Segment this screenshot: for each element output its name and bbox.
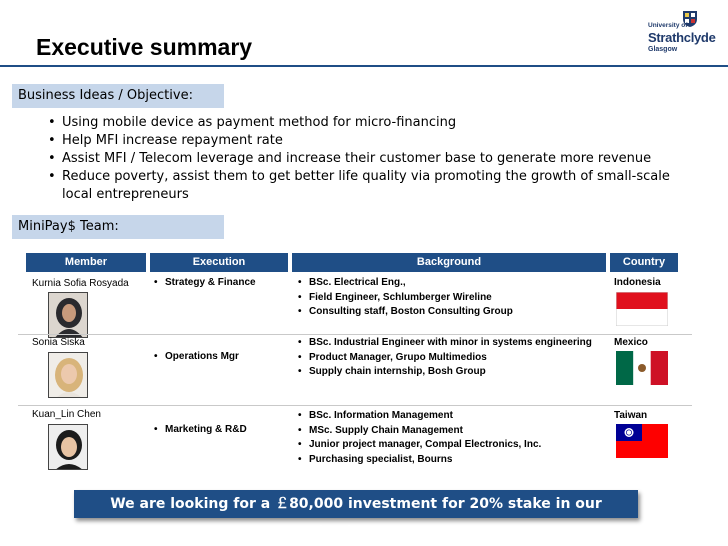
- background-item: • BSc. Electrical Eng.,: [298, 276, 606, 291]
- background-item: • Consulting staff, Boston Consulting Group: [298, 305, 606, 320]
- member-photo: [48, 352, 88, 398]
- execution-cell: [154, 276, 256, 291]
- background-item: • Field Engineer, Schlumberger Wireline: [298, 291, 606, 306]
- business-section-header: Business Ideas / Objective:: [12, 84, 224, 108]
- background-item: • BSc. Industrial Engineer with minor in systems engineering: [298, 336, 598, 351]
- business-bullets: [48, 114, 688, 204]
- background-item: • Product Manager, Grupo Multimedios: [298, 351, 598, 366]
- page-title: Executive summary: [36, 34, 253, 60]
- background-item: • Purchasing specialist, Bourns: [298, 453, 606, 468]
- country-name: Mexico: [614, 337, 648, 348]
- background-item: • BSc. Information Management: [298, 409, 606, 424]
- mexico-flag-icon: [616, 351, 668, 385]
- row-divider: [18, 334, 692, 335]
- member-photo-image: [49, 353, 88, 398]
- member-photo: [48, 292, 88, 338]
- background-item: • Supply chain internship, Bosh Group: [298, 365, 598, 380]
- column-header-member: Member: [26, 253, 146, 272]
- title-rule: [0, 65, 728, 67]
- university-logo: [648, 10, 724, 56]
- country-name: Taiwan: [614, 410, 648, 421]
- execution-role: • Operations Mgr: [154, 350, 239, 365]
- business-bullet: • Reduce poverty, assist them to get better life quality via promoting the growth of small-scale local entrepreneurs: [48, 168, 688, 204]
- execution-cell: [154, 423, 247, 438]
- background-cell: [298, 409, 606, 467]
- indonesia-flag-icon: [616, 292, 668, 326]
- execution-cell: [154, 350, 239, 365]
- row-divider: [18, 405, 692, 406]
- business-bullet: • Help MFI increase repayment rate: [48, 132, 688, 150]
- column-header-country: Country: [610, 253, 678, 272]
- background-item: • Junior project manager, Compal Electronics, Inc.: [298, 438, 606, 453]
- business-bullet: • Using mobile device as payment method for micro-financing: [48, 114, 688, 132]
- logo-line-university: University of: [648, 22, 688, 29]
- member-photo-image: [49, 425, 88, 470]
- country-name: Indonesia: [614, 277, 661, 288]
- execution-role: • Marketing & R&D: [154, 423, 247, 438]
- taiwan-flag-icon: [616, 424, 668, 458]
- investment-banner: We are looking for a ￡80,000 investment for 20% stake in our business.: [74, 490, 638, 518]
- background-item: • MSc. Supply Chain Management: [298, 424, 606, 439]
- column-header-background: Background: [292, 253, 606, 272]
- team-section-header: MiniPay$ Team:: [12, 215, 224, 239]
- member-name: Sonia Siska: [32, 337, 85, 348]
- logo-line-glasgow: Glasgow: [648, 46, 678, 53]
- execution-role: • Strategy & Finance: [154, 276, 256, 291]
- business-bullet: • Assist MFI / Telecom leverage and increase their customer base to generate more revenue: [48, 150, 688, 168]
- column-header-execution: Execution: [150, 253, 288, 272]
- member-name: Kurnia Sofia Rosyada: [32, 278, 129, 289]
- member-photo: [48, 424, 88, 470]
- background-cell: [298, 276, 606, 320]
- logo-line-strathclyde: Strathclyde: [648, 30, 716, 45]
- member-name: Kuan_Lin Chen: [32, 409, 101, 420]
- member-photo-image: [49, 293, 88, 338]
- background-cell: [298, 336, 598, 380]
